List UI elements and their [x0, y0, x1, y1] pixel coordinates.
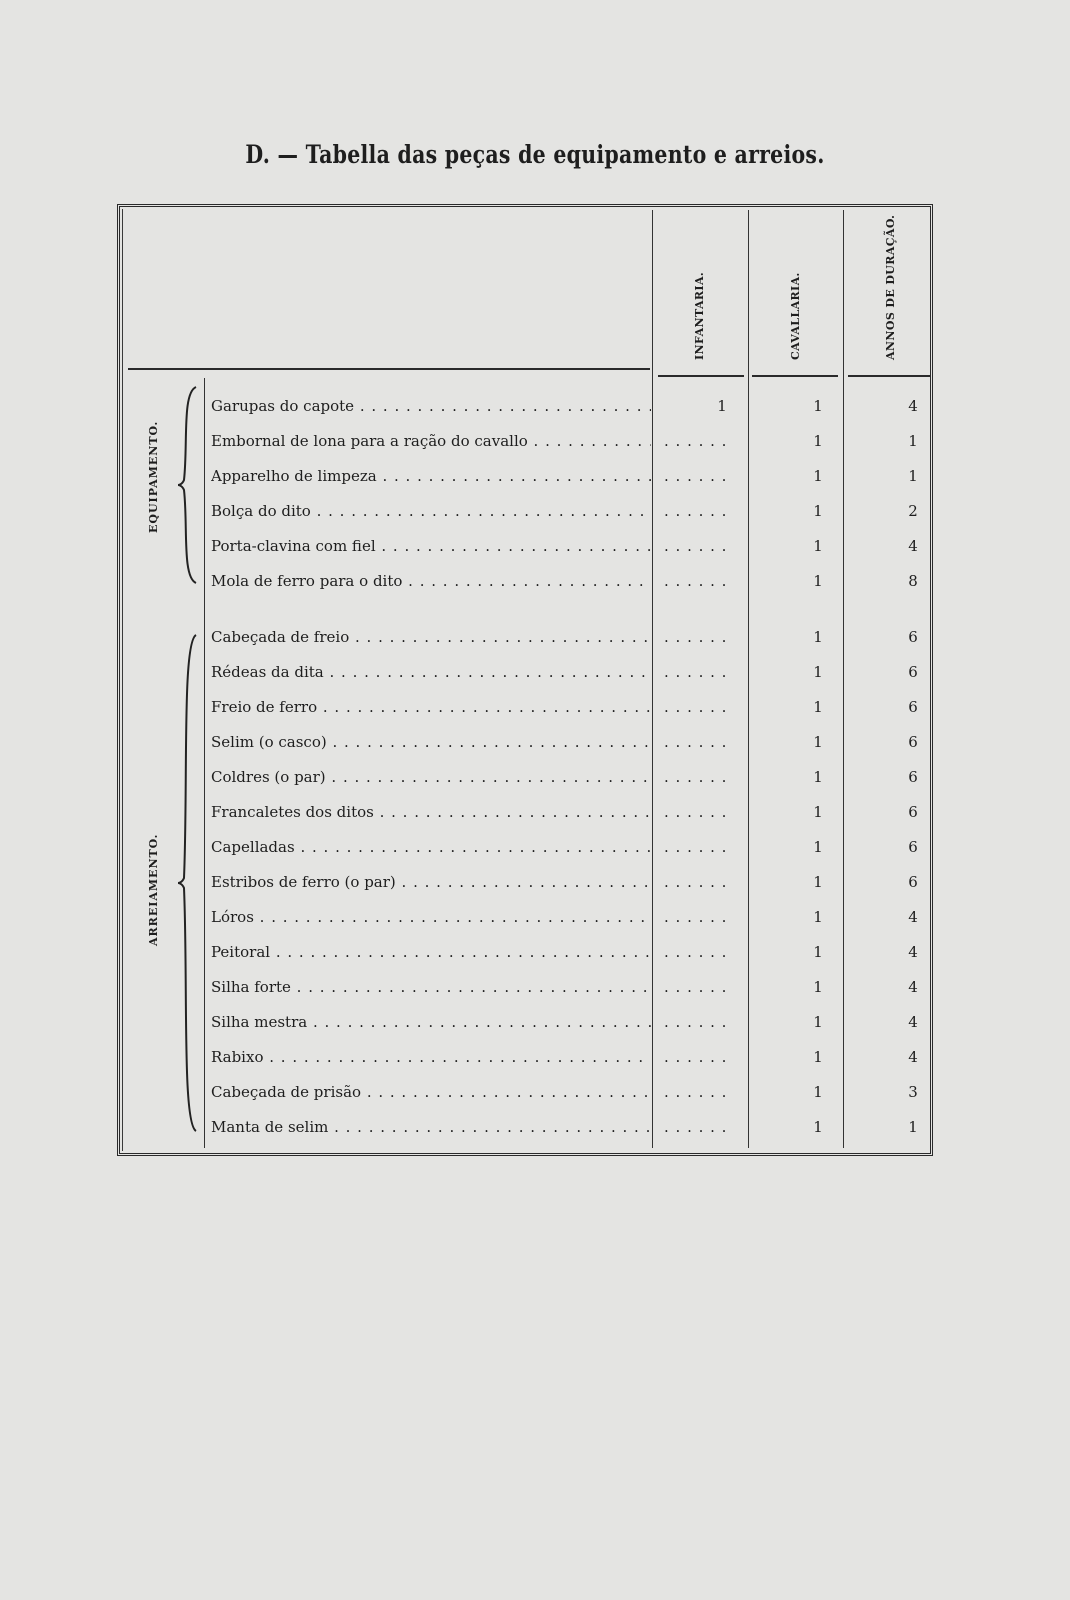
- value-annos: 6: [908, 838, 918, 856]
- value-annos: 6: [908, 628, 918, 646]
- value-annos: 1: [908, 1118, 918, 1136]
- item-label: Coldres (o par) . . .: [211, 768, 651, 786]
- column-header-infantaria: INFANTARIA.: [693, 271, 706, 360]
- leader-dots: . . . . . .: [664, 537, 728, 555]
- value-cavallaria: 1: [813, 1013, 823, 1031]
- leader-dots: . . . . . .: [664, 628, 728, 646]
- item-label: Francaletes dos ditos . . .: [211, 803, 651, 821]
- leader-dots: . . . . . .: [664, 502, 728, 520]
- table-row: [0, 865, 1070, 899]
- section-label-arreiamento: ARREIAMENTO.: [147, 833, 160, 946]
- table-row: [0, 760, 1070, 794]
- item-label: Selim (o casco) . . .: [211, 733, 651, 751]
- column-header-annos: ANNOS DE DURAÇÃO.: [884, 214, 897, 360]
- leader-dots: . . . . . .: [664, 572, 728, 590]
- value-annos: 1: [908, 432, 918, 450]
- column-header-cavallaria: CAVALLARIA.: [789, 272, 802, 360]
- value-annos: 4: [908, 978, 918, 996]
- header-rule: [128, 368, 650, 370]
- value-annos: 1: [908, 467, 918, 485]
- leader-dots: . . . . . .: [664, 838, 728, 856]
- table-row: [0, 725, 1070, 759]
- value-cavallaria: 1: [813, 502, 823, 520]
- leader-dots: . . . . . .: [664, 698, 728, 716]
- item-label: Manta de selim . . .: [211, 1118, 651, 1136]
- item-label: Rabixo . . .: [211, 1048, 651, 1066]
- table-row: [0, 1075, 1070, 1109]
- table-row: [0, 1110, 1070, 1144]
- table-row: [0, 620, 1070, 654]
- item-label: Cabeçada de freio . . .: [211, 628, 651, 646]
- table-row: [0, 1005, 1070, 1039]
- value-cavallaria: 1: [813, 572, 823, 590]
- value-cavallaria: 1: [813, 908, 823, 926]
- value-cavallaria: 1: [813, 1118, 823, 1136]
- leader-dots: . . . . . .: [664, 733, 728, 751]
- value-cavallaria: 1: [813, 768, 823, 786]
- value-annos: 4: [908, 943, 918, 961]
- value-annos: 6: [908, 873, 918, 891]
- table-row: [0, 970, 1070, 1004]
- item-label: Capelladas . . .: [211, 838, 651, 856]
- value-annos: 2: [908, 502, 918, 520]
- leader-dots: . . . . . .: [664, 1013, 728, 1031]
- table-row: [0, 830, 1070, 864]
- leader-dots: . . . . . .: [664, 1048, 728, 1066]
- value-annos: 6: [908, 733, 918, 751]
- table-row: [0, 564, 1070, 598]
- header-rule-cavallaria: [752, 375, 838, 377]
- table-row: [0, 494, 1070, 528]
- item-label: Garupas do capote . . .: [211, 397, 651, 415]
- item-label: Freio de ferro . . .: [211, 698, 651, 716]
- leader-dots: . . . . . .: [664, 978, 728, 996]
- table-row: [0, 459, 1070, 493]
- item-label: Cabeçada de prisão . . .: [211, 1083, 651, 1101]
- value-cavallaria: 1: [813, 663, 823, 681]
- value-cavallaria: 1: [813, 628, 823, 646]
- item-label: Lóros . . .: [211, 908, 651, 926]
- value-infantaria: 1: [717, 397, 727, 415]
- value-cavallaria: 1: [813, 978, 823, 996]
- item-label: Mola de ferro para o dito . . .: [211, 572, 651, 590]
- table-row: [0, 795, 1070, 829]
- value-annos: 6: [908, 698, 918, 716]
- value-cavallaria: 1: [813, 943, 823, 961]
- leader-dots: . . . . . .: [664, 803, 728, 821]
- section-label-equipamento: EQUIPAMENTO.: [147, 420, 160, 533]
- leader-dots: . . . . . .: [664, 432, 728, 450]
- value-cavallaria: 1: [813, 1048, 823, 1066]
- value-annos: 6: [908, 663, 918, 681]
- leader-dots: . . . . . .: [664, 768, 728, 786]
- leader-dots: . . . . . .: [664, 908, 728, 926]
- value-cavallaria: 1: [813, 537, 823, 555]
- item-label: Embornal de lona para a ração do cavallo . . .: [211, 432, 651, 450]
- leader-dots: . . . . . .: [664, 1118, 728, 1136]
- value-annos: 3: [908, 1083, 918, 1101]
- value-cavallaria: 1: [813, 803, 823, 821]
- value-cavallaria: 1: [813, 838, 823, 856]
- value-annos: 4: [908, 1013, 918, 1031]
- table-row: [0, 389, 1070, 423]
- value-cavallaria: 1: [813, 733, 823, 751]
- item-label: Porta-clavina com fiel . . .: [211, 537, 651, 555]
- value-cavallaria: 1: [813, 397, 823, 415]
- leader-dots: . . . . . .: [664, 663, 728, 681]
- value-cavallaria: 1: [813, 698, 823, 716]
- value-annos: 6: [908, 768, 918, 786]
- value-annos: 4: [908, 908, 918, 926]
- value-annos: 6: [908, 803, 918, 821]
- table-row: [0, 655, 1070, 689]
- item-label: Apparelho de limpeza . . .: [211, 467, 651, 485]
- leader-dots: . . . . . .: [664, 873, 728, 891]
- value-annos: 8: [908, 572, 918, 590]
- item-label: Bolça do dito . . .: [211, 502, 651, 520]
- leader-dots: . . . . . .: [664, 1083, 728, 1101]
- value-annos: 4: [908, 1048, 918, 1066]
- value-cavallaria: 1: [813, 873, 823, 891]
- table-row: [0, 935, 1070, 969]
- item-label: Silha forte . . .: [211, 978, 651, 996]
- value-cavallaria: 1: [813, 1083, 823, 1101]
- table-row: [0, 900, 1070, 934]
- leader-dots: . . . . . .: [664, 467, 728, 485]
- leader-dots: . . . . . .: [664, 943, 728, 961]
- header-rule-annos: [848, 375, 930, 377]
- value-annos: 4: [908, 537, 918, 555]
- table-row: [0, 424, 1070, 458]
- value-annos: 4: [908, 397, 918, 415]
- item-label: Estribos de ferro (o par) . . .: [211, 873, 651, 891]
- value-cavallaria: 1: [813, 467, 823, 485]
- header-rule-infantaria: [658, 375, 744, 377]
- table-row: [0, 690, 1070, 724]
- page-title: D. — Tabella das peças de equipamento e arreios.: [245, 140, 825, 169]
- item-label: Silha mestra . . .: [211, 1013, 651, 1031]
- table-row: [0, 1040, 1070, 1074]
- item-label: Peitoral . . .: [211, 943, 651, 961]
- table-row: [0, 529, 1070, 563]
- value-cavallaria: 1: [813, 432, 823, 450]
- item-label: Rédeas da dita . . .: [211, 663, 651, 681]
